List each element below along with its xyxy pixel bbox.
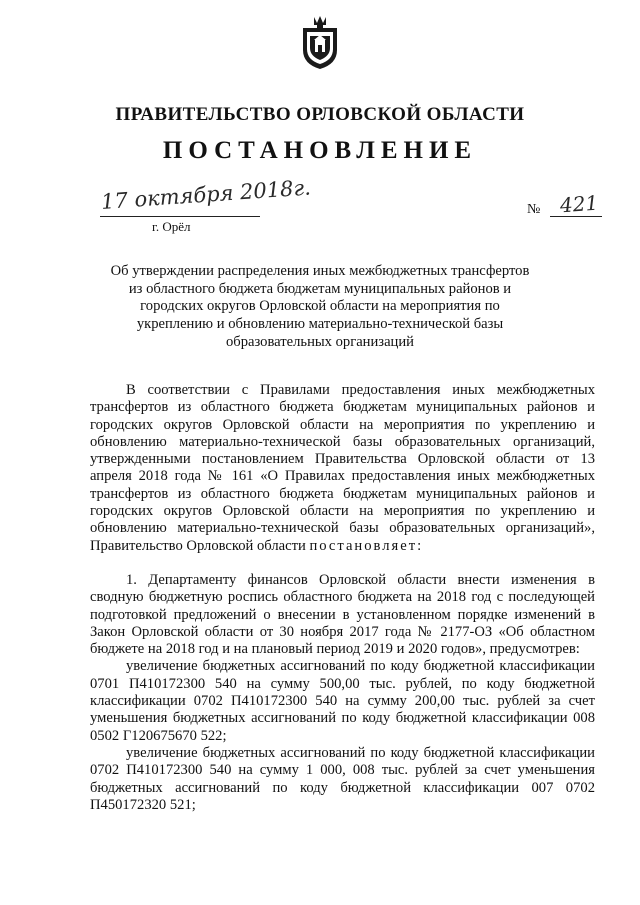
decree-word: постановляет: <box>309 537 424 554</box>
handwritten-date: 17 октября 2018г. <box>100 175 312 214</box>
city-label: г. Орёл <box>152 219 191 234</box>
handwritten-number: 421 <box>559 190 599 218</box>
body-paragraph: увеличение бюджетных ассигнований по коду бюджетной классификации 0701 П410172300 540 на сумму 500,00 тыс. рублей, по коду бюджетной классификации 0702 П410172300 540 на сумму 200,00 тыс. рублей за счет уменьшения бюджетных ассигнований по коду бюджетной классификации 008 0502 Г120675670 522; <box>90 658 595 744</box>
preamble-paragraph <box>90 382 595 555</box>
date-underline <box>100 216 260 217</box>
document-subject: Об утверждении распределения иных межбюджетных трансфертов из областного бюджета бюджетам муниципальных районов и городских округов Орловской области на мероприятия по укреплению и обновлению материально-технической базы образовательных организаций <box>110 263 530 350</box>
coat-of-arms-icon <box>300 14 340 70</box>
preamble-text: В соответствии с Правилами предоставления иных межбюджетных трансфертов из областного бюджета бюджетам муниципальных районов и городских округов Орловской области на мероприятия по укреплению и обновлению материально-технической базы образовательных организаций, утвержденными постановлением Правительства Орловской области от 13 апреля 2018 года № 161 «О Правилах предоставления иных межбюджетных трансфертов из областного бюджета бюджетам муниципальных районов и городских округов Орловской области на мероприятия по укреплению и обновлению материально-технической базы образовательных организаций», Правительство Орловской области <box>90 382 595 554</box>
document-body <box>90 382 595 814</box>
government-title: ПРАВИТЕЛЬСТВО ОРЛОВСКОЙ ОБЛАСТИ <box>115 104 525 125</box>
number-label: № <box>527 202 541 217</box>
document-type-title: ПОСТАНОВЛЕНИЕ <box>162 137 478 164</box>
body-paragraph: 1. Департаменту финансов Орловской области внести изменения в сводную бюджетную роспись областного бюджета на 2018 год с последующей подготовкой предложений о внесении в установленном порядке изменений в Закон Орловской области от 30 ноября 2017 года № 2177-ОЗ «Об областном бюджете на 2018 год и на плановый период 2019 и 2020 годов», предусмотрев: <box>90 571 595 658</box>
number-underline <box>550 216 602 217</box>
body-paragraph: увеличение бюджетных ассигнований по коду бюджетной классификации 0702 П410172300 540 на сумму 1 000, 008 тыс. рублей за счет уменьшения бюджетных ассигнований по коду бюджетной классификации 007 0702 П450172320 521; <box>90 744 595 813</box>
